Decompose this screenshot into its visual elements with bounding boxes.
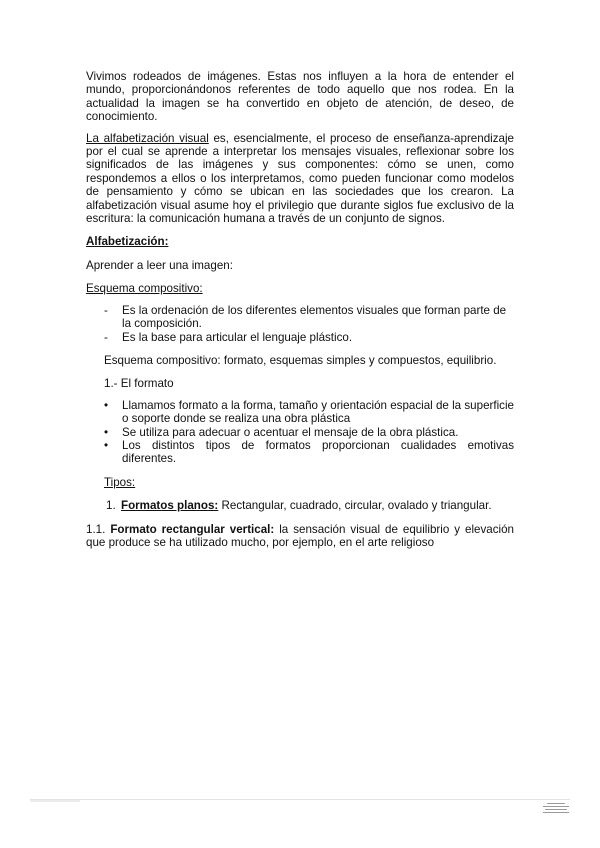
list-item: • Los distintos tipos de formatos proporcionan cualidades emotivas diferentes. [104, 438, 514, 466]
formato-list [86, 399, 514, 466]
footer-mark [30, 800, 80, 802]
footer-divider [30, 799, 570, 800]
dash-marker: - [104, 330, 108, 344]
formato-heading: 1.- El formato [104, 377, 174, 391]
tipos-heading: Tipos: [104, 475, 136, 489]
footer-logo-icon [543, 801, 569, 819]
formatos-planos-label: Formatos planos: [121, 499, 219, 513]
rect-vertical-paragraph [86, 523, 514, 550]
dash-marker: - [104, 303, 108, 317]
rect-vertical-text: la sensación visual de equilibrio y elevación que produce se ha utilizado mucho, por ejemplo, en el arte religioso [86, 522, 515, 549]
tipos-list [86, 499, 514, 512]
esquema-heading: Esquema compositivo: [86, 282, 203, 296]
bullet-marker: • [104, 425, 109, 439]
rect-vertical-number: 1.1. [86, 522, 106, 536]
visual-literacy-term: La alfabetización visual [86, 131, 209, 145]
document-page [86, 70, 514, 549]
esquema-summary: Esquema compositivo: formato, esquemas simples y compuestos, equilibrio. [104, 353, 497, 367]
list-item: • Llamamos formato a la forma, tamaño y orientación espacial de la superficie o soporte donde se realiza una obra plástica [104, 398, 514, 426]
aprender-line: Aprender a leer una imagen: [86, 258, 233, 272]
visual-literacy-text: es, esencialmente, el proceso de enseñanza-aprendizaje por el cual se aprende a interpretar los mensajes visuales, reflexionar sobre los significados de las imágenes y sus componentes: cómo se unen, como respondemos a ellos o los interpretamos, como pueden funcionar como modelos de pensamiento y cómo se ubican en las sociedades que los crearon. La alfabetización visual asume hoy el privilegio que durante siglos fue exclusivo de la escritura: la comunicación humana a través de un conjunto de signos. [86, 131, 514, 226]
list-item: - Es la base para articular el lenguaje plástico. [104, 330, 353, 344]
bullet-marker: • [104, 398, 109, 412]
formatos-planos-text: Rectangular, cuadrado, circular, ovalado y triangular. [218, 499, 492, 513]
intro-paragraph: Vivimos rodeados de imágenes. Estas nos influyen a la hora de entender el mundo, proporcionándonos referentes de todo aquello que nos rodea. En la actualidad la imagen se ha convertido en objeto de atención, de deseo, de conocimiento. [86, 70, 514, 124]
list-item: - Es la ordenación de los diferentes elementos visuales que forman parte de la composición. [104, 303, 507, 331]
bullet-marker: • [104, 438, 109, 452]
list-item: • Se utiliza para adecuar o acentuar el mensaje de la obra plástica. [104, 425, 459, 439]
list-number: 1. [106, 499, 116, 513]
list-item [86, 499, 514, 512]
visual-literacy-paragraph [86, 132, 514, 226]
rect-vertical-label: Formato rectangular vertical: [110, 522, 275, 536]
alfabetizacion-heading: Alfabetización: [86, 235, 169, 249]
esquema-list [86, 304, 514, 344]
